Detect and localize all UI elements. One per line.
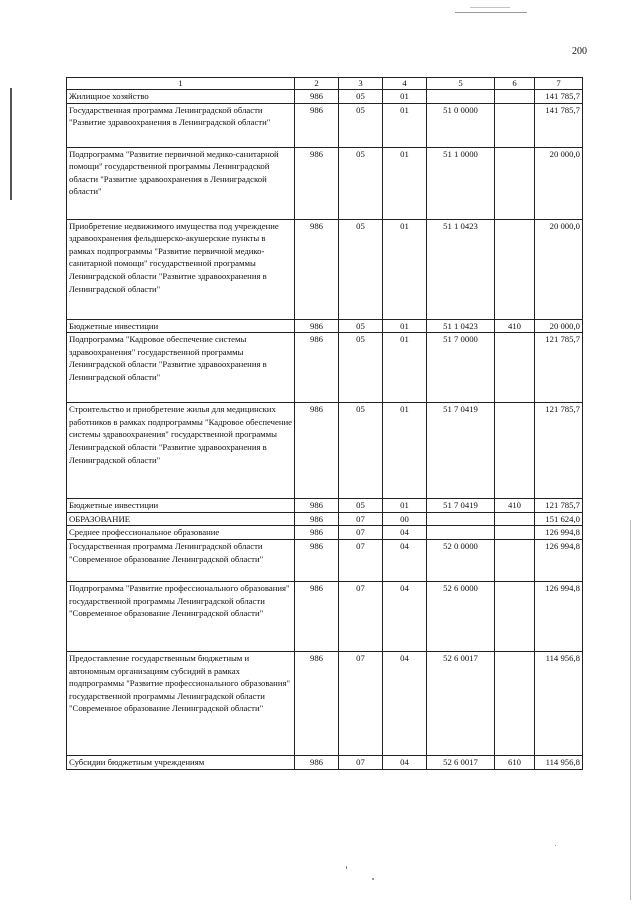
row-amount: 141 785,7 [535, 90, 583, 104]
scan-artifact-line [470, 7, 510, 8]
row-target-article: 52 6 0000 [427, 581, 495, 651]
row-expense-type [495, 512, 535, 526]
row-name: Субсидии бюджетным учреждениям [67, 755, 295, 769]
table-row [67, 581, 583, 651]
table-header-row [67, 78, 583, 90]
row-name: Бюджетные инвестиции [67, 499, 295, 513]
row-target-article [427, 512, 495, 526]
row-name: Подпрограмма "Развитие профессионального образования" государственной программы Ленинградской области "Современное образование Ленинградской области" [67, 581, 295, 651]
row-name: Строительство и приобретение жилья для медицинских работников в рамках подпрограммы "Кадровое обеспечение системы здравоохранения" государственной программы Ленинградской области "Развитие здравоохранения в Ленинградской области" [67, 403, 295, 499]
row-section: 07 [339, 755, 383, 769]
row-subsection: 01 [383, 219, 427, 319]
row-amount: 114 956,8 [535, 755, 583, 769]
row-amount: 20 000,0 [535, 319, 583, 333]
row-admin-code: 986 [295, 103, 339, 147]
row-target-article [427, 90, 495, 104]
row-subsection: 04 [383, 539, 427, 581]
row-section: 07 [339, 581, 383, 651]
row-name: Подпрограмма "Развитие первичной медико-санитарной помощи" государственной программы Ленинградской области "Развитие здравоохранения в Ленинградской области" [67, 147, 295, 219]
row-target-article: 51 0 0000 [427, 103, 495, 147]
row-section: 05 [339, 319, 383, 333]
row-amount: 126 994,8 [535, 581, 583, 651]
header-cell: 5 [427, 78, 495, 90]
row-subsection: 01 [383, 147, 427, 219]
scan-speck [555, 845, 556, 846]
row-amount: 114 956,8 [535, 651, 583, 755]
scan-edge-shadow [630, 520, 631, 900]
row-section: 05 [339, 219, 383, 319]
header-cell: 1 [67, 78, 295, 90]
row-target-article: 51 1 0000 [427, 147, 495, 219]
row-subsection: 04 [383, 581, 427, 651]
table-row [67, 90, 583, 104]
header-cell: 2 [295, 78, 339, 90]
row-section: 05 [339, 90, 383, 104]
table-row [67, 512, 583, 526]
row-name: Приобретение недвижимого имущества под учреждение здравоохранения фельдшерско-акушерские пункты в рамках подпрограммы "Развитие первичной медико-санитарной помощи" государственной программы Ленинградской области "Развитие здравоохранения в Ленинградской области" [67, 219, 295, 319]
row-admin-code: 986 [295, 526, 339, 540]
row-subsection: 01 [383, 90, 427, 104]
row-subsection: 04 [383, 526, 427, 540]
row-admin-code: 986 [295, 581, 339, 651]
row-target-article: 51 7 0000 [427, 333, 495, 403]
row-subsection: 01 [383, 403, 427, 499]
row-admin-code: 986 [295, 539, 339, 581]
row-admin-code: 986 [295, 147, 339, 219]
row-section: 07 [339, 651, 383, 755]
row-section: 07 [339, 526, 383, 540]
row-amount: 126 994,8 [535, 526, 583, 540]
row-subsection: 00 [383, 512, 427, 526]
row-target-article: 51 7 0419 [427, 403, 495, 499]
row-name: Среднее профессиональное образование [67, 526, 295, 540]
row-expense-type: 410 [495, 499, 535, 513]
row-expense-type [495, 403, 535, 499]
row-subsection: 01 [383, 333, 427, 403]
row-amount: 151 624,0 [535, 512, 583, 526]
row-expense-type [495, 651, 535, 755]
row-name: Предоставление государственным бюджетным и автономным организациям субсидий в рамках подпрограммы "Развитие профессионального образования" государственной программы Ленинградской области "Современное образование Ленинградской области" [67, 651, 295, 755]
row-expense-type [495, 539, 535, 581]
row-section: 05 [339, 403, 383, 499]
table-row [67, 539, 583, 581]
table-row [67, 499, 583, 513]
table-row [67, 333, 583, 403]
row-name: Государственная программа Ленинградской области "Современное образование Ленинградской области" [67, 539, 295, 581]
row-name: ОБРАЗОВАНИЕ [67, 512, 295, 526]
row-amount: 121 785,7 [535, 333, 583, 403]
row-section: 05 [339, 499, 383, 513]
table-row [67, 103, 583, 147]
table-row [67, 147, 583, 219]
row-subsection: 01 [383, 499, 427, 513]
row-name: Подпрограмма "Кадровое обеспечение системы здравоохранения" государственной программы Ленинградской области "Развитие здравоохранения в Ленинградской области" [67, 333, 295, 403]
row-name: Государственная программа Ленинградской области "Развитие здравоохранения в Ленинградской области" [67, 103, 295, 147]
row-admin-code: 986 [295, 219, 339, 319]
row-subsection: 01 [383, 319, 427, 333]
row-admin-code: 986 [295, 755, 339, 769]
table-row [67, 755, 583, 769]
row-expense-type [495, 333, 535, 403]
scan-speck [372, 878, 374, 880]
header-cell: 3 [339, 78, 383, 90]
row-expense-type: 410 [495, 319, 535, 333]
row-section: 05 [339, 103, 383, 147]
page-number: 200 [572, 46, 587, 57]
row-subsection: 01 [383, 103, 427, 147]
row-section: 07 [339, 512, 383, 526]
row-admin-code: 986 [295, 90, 339, 104]
row-expense-type [495, 147, 535, 219]
row-expense-type [495, 103, 535, 147]
row-name: Жилищное хозяйство [67, 90, 295, 104]
row-target-article: 51 1 0423 [427, 219, 495, 319]
scan-speck [346, 866, 347, 869]
header-cell: 4 [383, 78, 427, 90]
row-section: 05 [339, 333, 383, 403]
table-row [67, 403, 583, 499]
row-amount: 20 000,0 [535, 147, 583, 219]
table-row [67, 219, 583, 319]
row-target-article: 51 1 0423 [427, 319, 495, 333]
row-target-article: 51 7 0419 [427, 499, 495, 513]
row-admin-code: 986 [295, 512, 339, 526]
row-expense-type: 610 [495, 755, 535, 769]
row-subsection: 04 [383, 755, 427, 769]
row-section: 05 [339, 147, 383, 219]
row-expense-type [495, 526, 535, 540]
scan-margin-mark [10, 88, 12, 200]
row-target-article: 52 0 0000 [427, 539, 495, 581]
row-admin-code: 986 [295, 333, 339, 403]
table-row [67, 526, 583, 540]
budget-table [66, 77, 583, 770]
row-expense-type [495, 581, 535, 651]
table-row [67, 319, 583, 333]
row-admin-code: 986 [295, 403, 339, 499]
header-cell: 6 [495, 78, 535, 90]
row-amount: 20 000,0 [535, 219, 583, 319]
row-name: Бюджетные инвестиции [67, 319, 295, 333]
row-target-article: 52 6 0017 [427, 651, 495, 755]
row-amount: 126 994,8 [535, 539, 583, 581]
row-expense-type [495, 219, 535, 319]
table-row [67, 651, 583, 755]
header-cell: 7 [535, 78, 583, 90]
row-amount: 121 785,7 [535, 499, 583, 513]
row-admin-code: 986 [295, 651, 339, 755]
row-admin-code: 986 [295, 499, 339, 513]
row-section: 07 [339, 539, 383, 581]
row-admin-code: 986 [295, 319, 339, 333]
row-amount: 121 785,7 [535, 403, 583, 499]
row-amount: 141 785,7 [535, 103, 583, 147]
row-target-article: 52 6 0017 [427, 755, 495, 769]
row-target-article [427, 526, 495, 540]
scan-artifact-line [455, 12, 527, 13]
row-expense-type [495, 90, 535, 104]
row-subsection: 04 [383, 651, 427, 755]
